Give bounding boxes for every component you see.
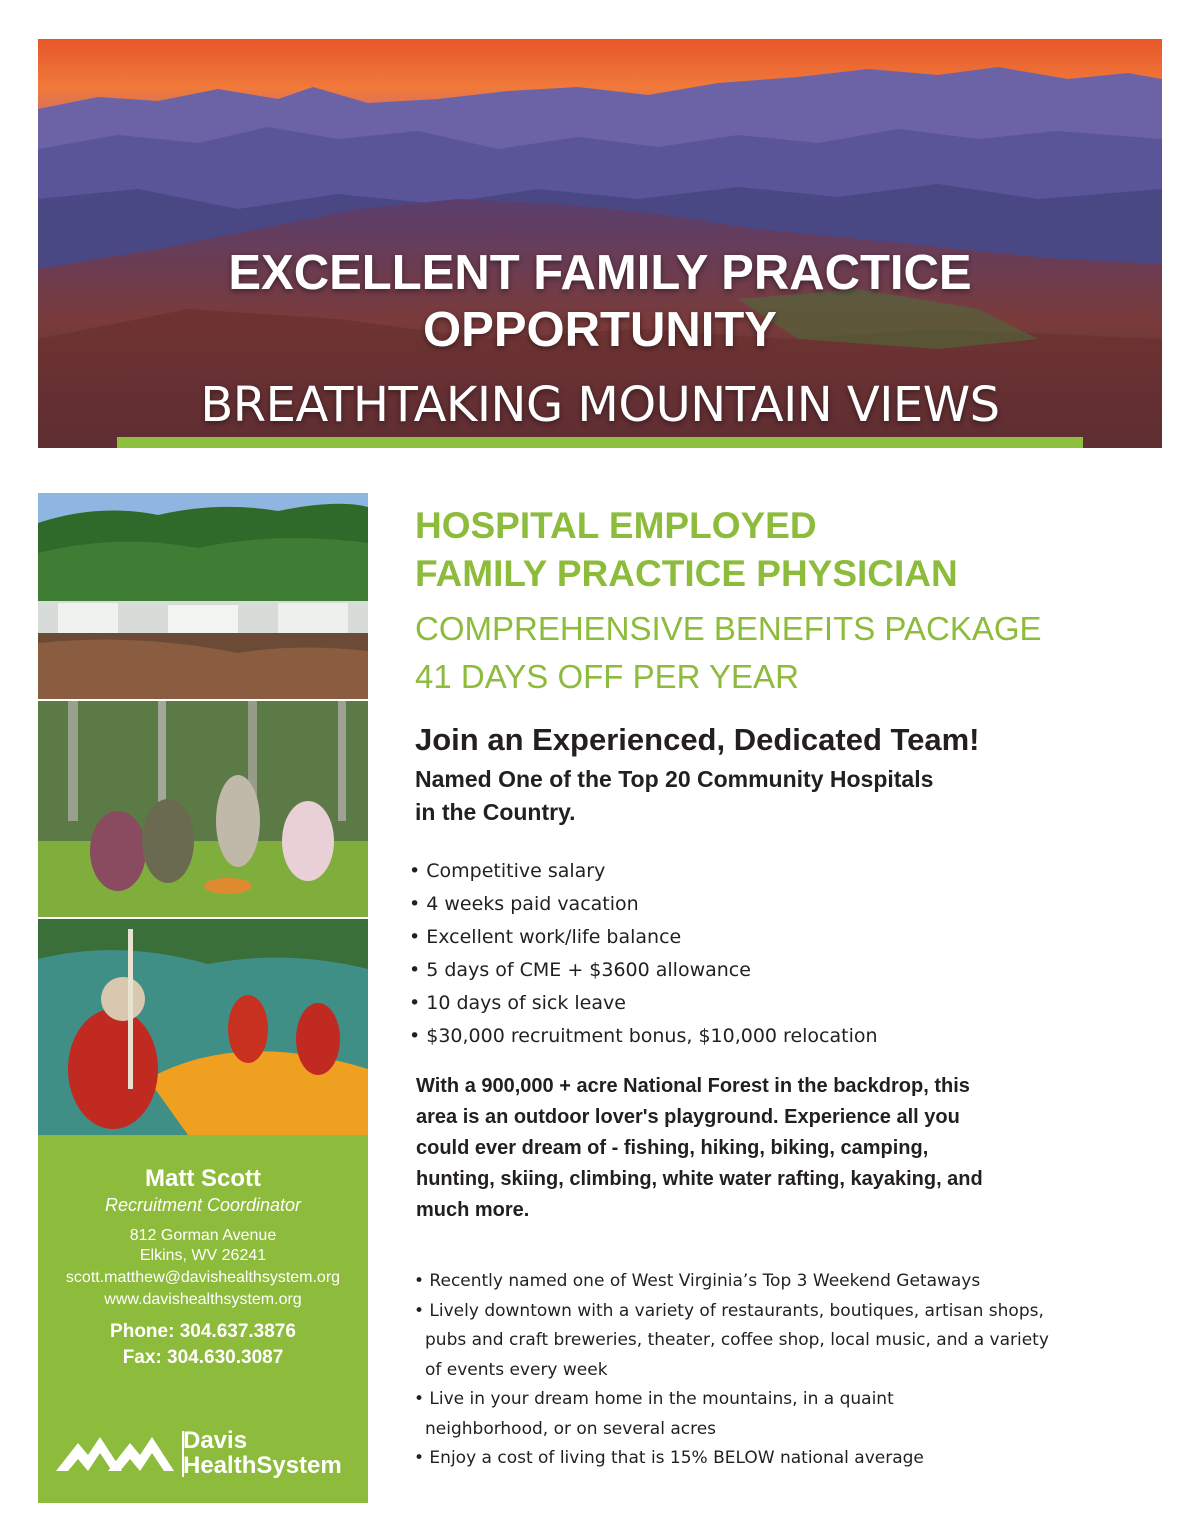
logo-text-healthsystem: HealthSystem bbox=[183, 1452, 342, 1479]
community-item: • Lively downtown with a variety of restaurants, boutiques, artisan shops, bbox=[414, 1300, 1044, 1321]
benefits-package-subtitle: COMPREHENSIVE BENEFITS PACKAGE bbox=[415, 610, 1042, 647]
outdoors-paragraph-line: could ever dream of - fishing, hiking, biking, camping, bbox=[416, 1137, 929, 1159]
outdoors-paragraph-line: hunting, skiing, climbing, white water rafting, kayaking, and bbox=[416, 1168, 983, 1190]
campfire-photo bbox=[38, 701, 368, 917]
benefits-list bbox=[409, 857, 1109, 1055]
contact-box bbox=[38, 1135, 368, 1503]
outdoors-paragraph-line: area is an outdoor lover's playground. Experience all you bbox=[416, 1106, 960, 1128]
benefit-item: • 10 days of sick leave bbox=[409, 992, 626, 1014]
contact-email-link[interactable]: scott.matthew@davishealthsystem.org bbox=[65, 1269, 341, 1286]
davis-health-system-logo bbox=[56, 1425, 356, 1485]
logo-text-davis: Davis bbox=[183, 1427, 248, 1454]
benefit-item: • 5 days of CME + $3600 allowance bbox=[409, 959, 751, 981]
contact-address-line2: Elkins, WV 26241 bbox=[139, 1247, 267, 1264]
mountain-logo-icon bbox=[56, 1429, 174, 1475]
outdoors-paragraph-line: much more. bbox=[416, 1199, 530, 1221]
waterfall-photo bbox=[38, 493, 368, 699]
community-item-continuation: neighborhood, or on several acres bbox=[425, 1418, 717, 1439]
benefit-item: • $30,000 recruitment bonus, $10,000 relocation bbox=[409, 1025, 878, 1047]
community-list bbox=[414, 1268, 1134, 1475]
banner-tagline: BREATHTAKING MOUNTAIN VIEWS bbox=[200, 377, 1000, 433]
position-title-line2: FAMILY PRACTICE PHYSICIAN bbox=[415, 553, 958, 594]
community-item: • Recently named one of West Virginia’s Top 3 Weekend Getaways bbox=[414, 1271, 981, 1291]
community-item-continuation: of events every week bbox=[425, 1359, 608, 1380]
community-item-continuation: pubs and craft breweries, theater, coffee shop, local music, and a variety bbox=[425, 1330, 1049, 1350]
recognition-line2: in the Country. bbox=[415, 799, 576, 825]
contact-role: Recruitment Coordinator bbox=[104, 1195, 302, 1215]
contact-fax: Fax: 304.630.3087 bbox=[122, 1347, 284, 1368]
banner-headline-line2: OPPORTUNITY bbox=[423, 303, 777, 357]
community-item: • Live in your dream home in the mountains, in a quaint bbox=[414, 1389, 894, 1409]
benefit-item: • 4 weeks paid vacation bbox=[409, 893, 639, 915]
rafting-photo bbox=[38, 919, 368, 1135]
contact-address-line1: 812 Gorman Avenue bbox=[129, 1227, 277, 1244]
recognition-line1: Named One of the Top 20 Community Hospitals bbox=[415, 766, 934, 792]
days-off-subtitle: 41 DAYS OFF PER YEAR bbox=[415, 658, 799, 695]
community-item: • Enjoy a cost of living that is 15% BELOW national average bbox=[414, 1448, 924, 1468]
contact-website-link[interactable]: www.davishealthsystem.org bbox=[104, 1291, 302, 1308]
contact-name: Matt Scott bbox=[145, 1165, 261, 1192]
position-title-line1: HOSPITAL EMPLOYED bbox=[415, 505, 817, 546]
banner-green-rule bbox=[117, 437, 1083, 448]
team-headline: Join an Experienced, Dedicated Team! bbox=[415, 722, 980, 757]
hero-banner bbox=[38, 39, 1162, 448]
outdoors-paragraph-line: With a 900,000 + acre National Forest in the backdrop, this bbox=[416, 1075, 970, 1097]
benefit-item: • Excellent work/life balance bbox=[409, 926, 682, 948]
benefit-item: • Competitive salary bbox=[409, 860, 606, 882]
banner-headline-line1: EXCELLENT FAMILY PRACTICE bbox=[228, 246, 972, 300]
contact-phone: Phone: 304.637.3876 bbox=[110, 1321, 296, 1342]
